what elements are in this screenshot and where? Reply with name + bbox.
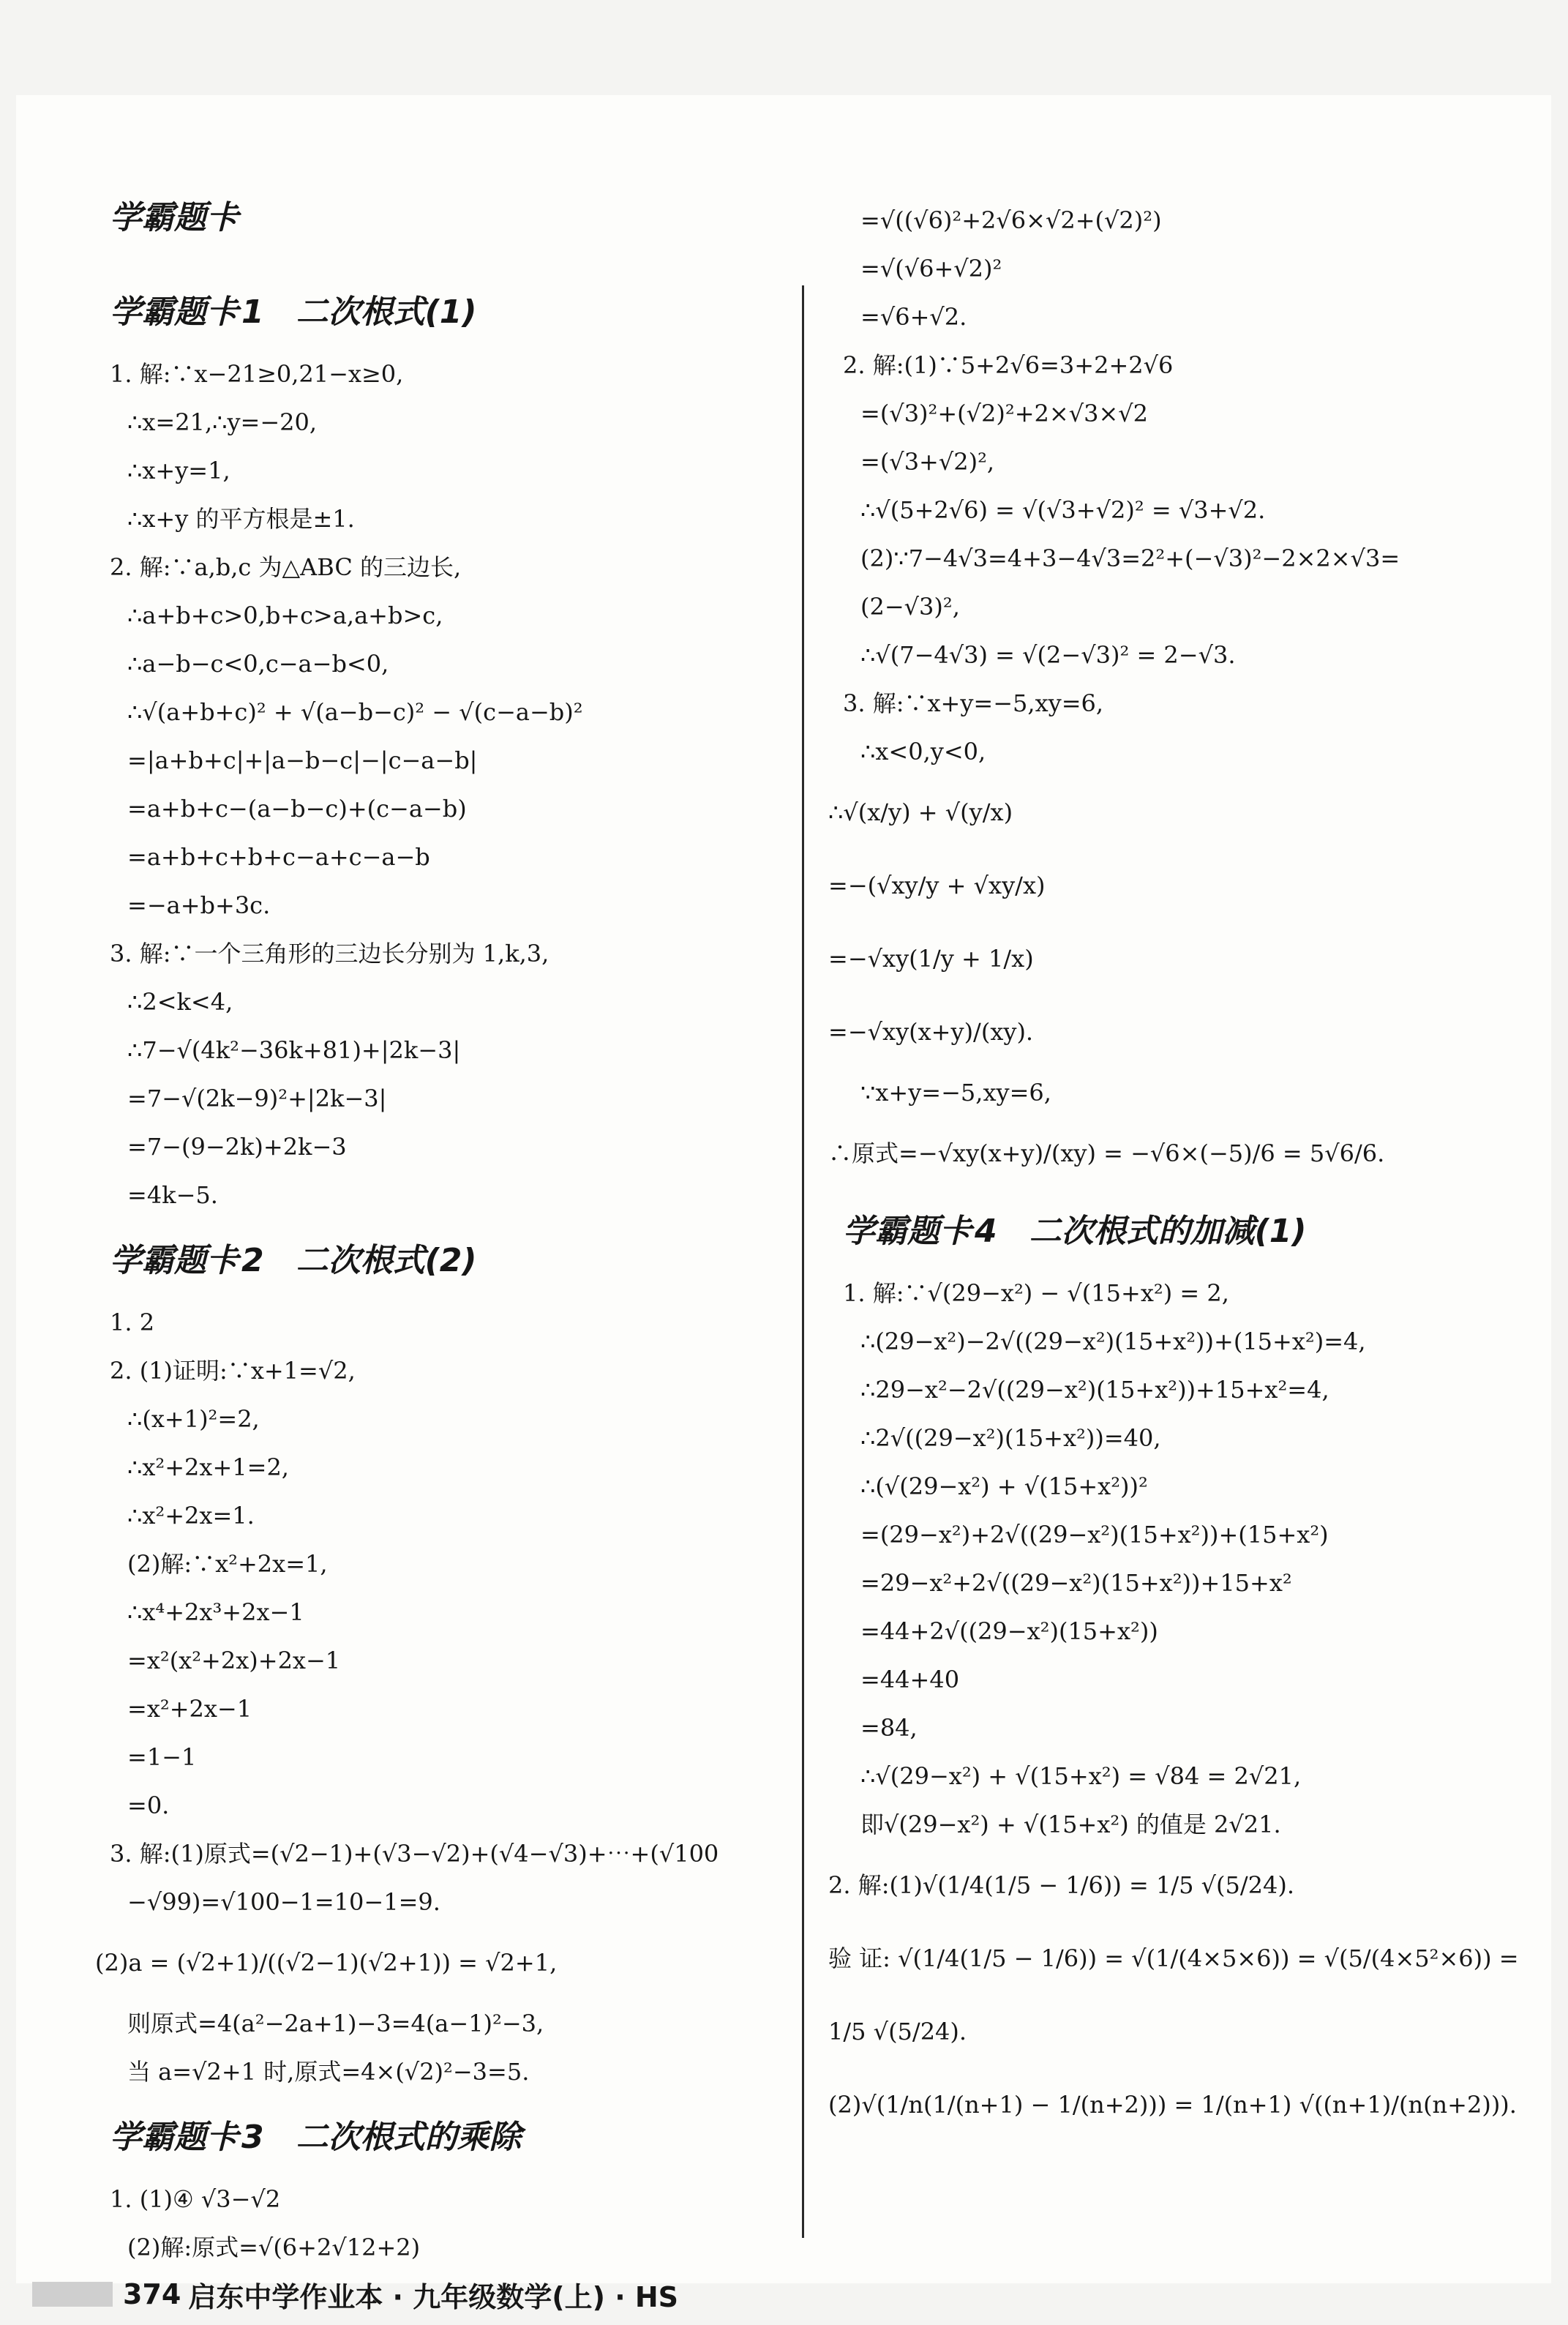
- solution-line: ∴(29−x²)−2√((29−x²)(15+x²))+(15+x²)=4,: [860, 1328, 1366, 1355]
- solution-line: ∴x⁴+2x³+2x−1: [127, 1598, 304, 1626]
- solution-line: 则原式=4(a²−2a+1)−3=4(a−1)²−3,: [127, 2010, 544, 2037]
- section-topic: 二次根式(1): [296, 293, 477, 331]
- solution-line: (2)a = (√2+1)/((√2−1)(√2+1)) = √2+1,: [95, 1949, 558, 1977]
- solution-line: 2. (1)证明:∵x+1=√2,: [110, 1357, 356, 1385]
- section-number: 2: [241, 1242, 264, 1279]
- solution-line: =(√3)²+(√2)²+2×√3×√2: [860, 400, 1149, 427]
- solution-line: =4k−5.: [127, 1181, 218, 1209]
- solution-line: =84,: [860, 1714, 918, 1742]
- column-divider: [802, 285, 804, 2238]
- solution-line: 当 a=√2+1 时,原式=4×(√2)²−3=5.: [127, 2058, 530, 2086]
- solution-line: =1−1: [127, 1743, 197, 1771]
- solution-line: =x²(x²+2x)+2x−1: [127, 1647, 341, 1674]
- page-footer: [32, 2272, 678, 2316]
- solution-line: 3. 解:(1)原式=(√2−1)+(√3−√2)+(√4−√3)+⋯+(√100: [110, 1840, 719, 1868]
- section-heading: [110, 284, 798, 341]
- right-sections: [828, 1203, 1553, 2141]
- solution-line: −√99)=√100−1=10−1=9.: [127, 1888, 440, 1916]
- solution-line: (2)解:∵x²+2x=1,: [127, 1550, 328, 1578]
- solution-line: =44+2√((29−x²)(15+x²)): [860, 1617, 1158, 1645]
- solution-line: ∴√(x/y) + √(y/x): [828, 798, 1013, 826]
- solution-line: 1. 解:∵√(29−x²) − √(15+x²) = 2,: [843, 1279, 1229, 1307]
- solution-line: =29−x²+2√((29−x²)(15+x²))+15+x²: [860, 1569, 1292, 1597]
- solution-line: ∴x+y=1,: [127, 457, 230, 484]
- solution-line: ∴x²+2x+1=2,: [127, 1453, 289, 1481]
- section-label: 学霸题卡: [843, 1213, 972, 1250]
- solution-line: 1/5 √(5/24).: [828, 2018, 967, 2045]
- solution-line: =−√xy(x+y)/(xy).: [828, 1018, 1034, 1046]
- left-sections: [95, 284, 798, 2272]
- left-column: [95, 196, 798, 2272]
- right-continued-solutions: [828, 196, 1553, 1190]
- section-topic: 二次根式的乘除: [296, 2119, 522, 2156]
- page-number: 374: [123, 2278, 181, 2310]
- solution-line: =−√xy(1/y + 1/x): [828, 945, 1034, 973]
- section-number: 1: [241, 293, 264, 331]
- solution-line: ∴(√(29−x²) + √(15+x²))²: [860, 1472, 1148, 1500]
- solution-line: 2. 解:(1)√(1/4(1/5 − 1/6)) = 1/5 √(5/24).: [828, 1871, 1295, 1899]
- solution-line: ∴x²+2x=1.: [127, 1502, 255, 1530]
- solution-line: =7−(9−2k)+2k−3: [127, 1133, 347, 1161]
- page-title: 学霸题卡: [110, 199, 239, 236]
- solution-line: 即√(29−x²) + √(15+x²) 的值是 2√21.: [860, 1811, 1281, 1838]
- solution-line: =−a+b+3c.: [127, 891, 271, 919]
- solution-line: =−(√xy/y + √xy/x): [828, 872, 1046, 899]
- solution-line: ∴a+b+c>0,b+c>a,a+b>c,: [127, 602, 443, 629]
- solution-line: ∴2√((29−x²)(15+x²))=40,: [860, 1424, 1161, 1452]
- solution-line: (2)解:原式=√(6+2√12+2): [127, 2234, 421, 2261]
- section-number: 4: [975, 1213, 997, 1250]
- footer-bar: [32, 2282, 113, 2307]
- solution-line: ∴√(5+2√6) = √(√3+√2)² = √3+√2.: [860, 496, 1266, 524]
- solution-line: 验 证: √(1/4(1/5 − 1/6)) = √(1/(4×5×6)) = √(5/(4×5²×6)) =: [828, 1944, 1519, 1972]
- solution-line: 2. 解:∵a,b,c 为△ABC 的三边长,: [110, 553, 462, 581]
- solution-line: ∴a−b−c<0,c−a−b<0,: [127, 650, 389, 678]
- book-title: 启东中学作业本 · 九年级数学(上) · HS: [188, 2280, 679, 2313]
- solution-line: (2)√(1/n(1/(n+1) − 1/(n+2))) = 1/(n+1) √((n+1)/(n(n+2))).: [828, 2091, 1517, 2119]
- solution-line: =√(√6+√2)²: [860, 255, 1002, 282]
- solution-line: ∴x=21,∴y=−20,: [127, 408, 318, 436]
- solution-line: ∴(x+1)²=2,: [127, 1405, 260, 1433]
- solution-line: ∴√(7−4√3) = √(2−√3)² = 2−√3.: [860, 641, 1236, 669]
- section-topic: 二次根式(2): [296, 1242, 477, 1279]
- solution-line: =a+b+c−(a−b−c)+(c−a−b): [127, 795, 467, 823]
- solution-line: =|a+b+c|+|a−b−c|−|c−a−b|: [127, 746, 478, 774]
- section-heading: [843, 1203, 1553, 1260]
- solution-line: ∴√(a+b+c)² + √(a−b−c)² − √(c−a−b)²: [127, 698, 583, 726]
- solution-line: (2−√3)²,: [860, 593, 960, 621]
- solution-line: 1. (1)④ √3−√2: [110, 2185, 281, 2213]
- section-label: 学霸题卡: [110, 1242, 239, 1279]
- section-topic: 二次根式的加减(1): [1029, 1213, 1307, 1250]
- solution-line: ∴x<0,y<0,: [860, 738, 986, 765]
- section-heading: [110, 1232, 798, 1289]
- solution-line: =(29−x²)+2√((29−x²)(15+x²))+(15+x²): [860, 1521, 1329, 1549]
- solution-line: ∴29−x²−2√((29−x²)(15+x²))+15+x²=4,: [860, 1376, 1329, 1404]
- solution-line: =√6+√2.: [860, 303, 967, 331]
- solution-line: =(√3+√2)²,: [860, 448, 995, 476]
- solution-line: 1. 2: [110, 1308, 155, 1336]
- solution-line: =x²+2x−1: [127, 1695, 252, 1723]
- solution-line: =44+40: [860, 1666, 960, 1693]
- solution-line: 1. 解:∵x−21≥0,21−x≥0,: [110, 360, 404, 388]
- solution-line: ∴原式=−√xy(x+y)/(xy) = −√6×(−5)/6 = 5√6/6.: [828, 1139, 1385, 1167]
- solution-line: =0.: [127, 1792, 170, 1819]
- solution-line: =a+b+c+b+c−a+c−a−b: [127, 843, 430, 871]
- page-sheet: [16, 95, 1551, 2313]
- solution-line: 2. 解:(1)∵5+2√6=3+2+2√6: [843, 351, 1174, 379]
- solution-line: =7−√(2k−9)²+|2k−3|: [127, 1085, 387, 1112]
- solution-line: ∴7−√(4k²−36k+81)+|2k−3|: [127, 1036, 461, 1064]
- section-label: 学霸题卡: [110, 2119, 239, 2156]
- section-number: 3: [241, 2119, 264, 2156]
- solution-line: ∵x+y=−5,xy=6,: [860, 1079, 1051, 1107]
- solution-line: 3. 解:∵x+y=−5,xy=6,: [843, 689, 1104, 717]
- solution-line: (2)∵7−4√3=4+3−4√3=2²+(−√3)²−2×2×√3=: [860, 544, 1400, 572]
- solution-line: ∴2<k<4,: [127, 988, 233, 1016]
- section-heading: [110, 2109, 798, 2166]
- section-label: 学霸题卡: [110, 293, 239, 331]
- solution-line: 3. 解:∵一个三角形的三边长分别为 1,k,3,: [110, 940, 549, 967]
- solution-line: =√((√6)²+2√6×√2+(√2)²): [860, 206, 1162, 234]
- right-column: [828, 196, 1553, 2141]
- solution-line: ∴√(29−x²) + √(15+x²) = √84 = 2√21,: [860, 1762, 1302, 1790]
- solution-line: ∴x+y 的平方根是±1.: [127, 505, 355, 533]
